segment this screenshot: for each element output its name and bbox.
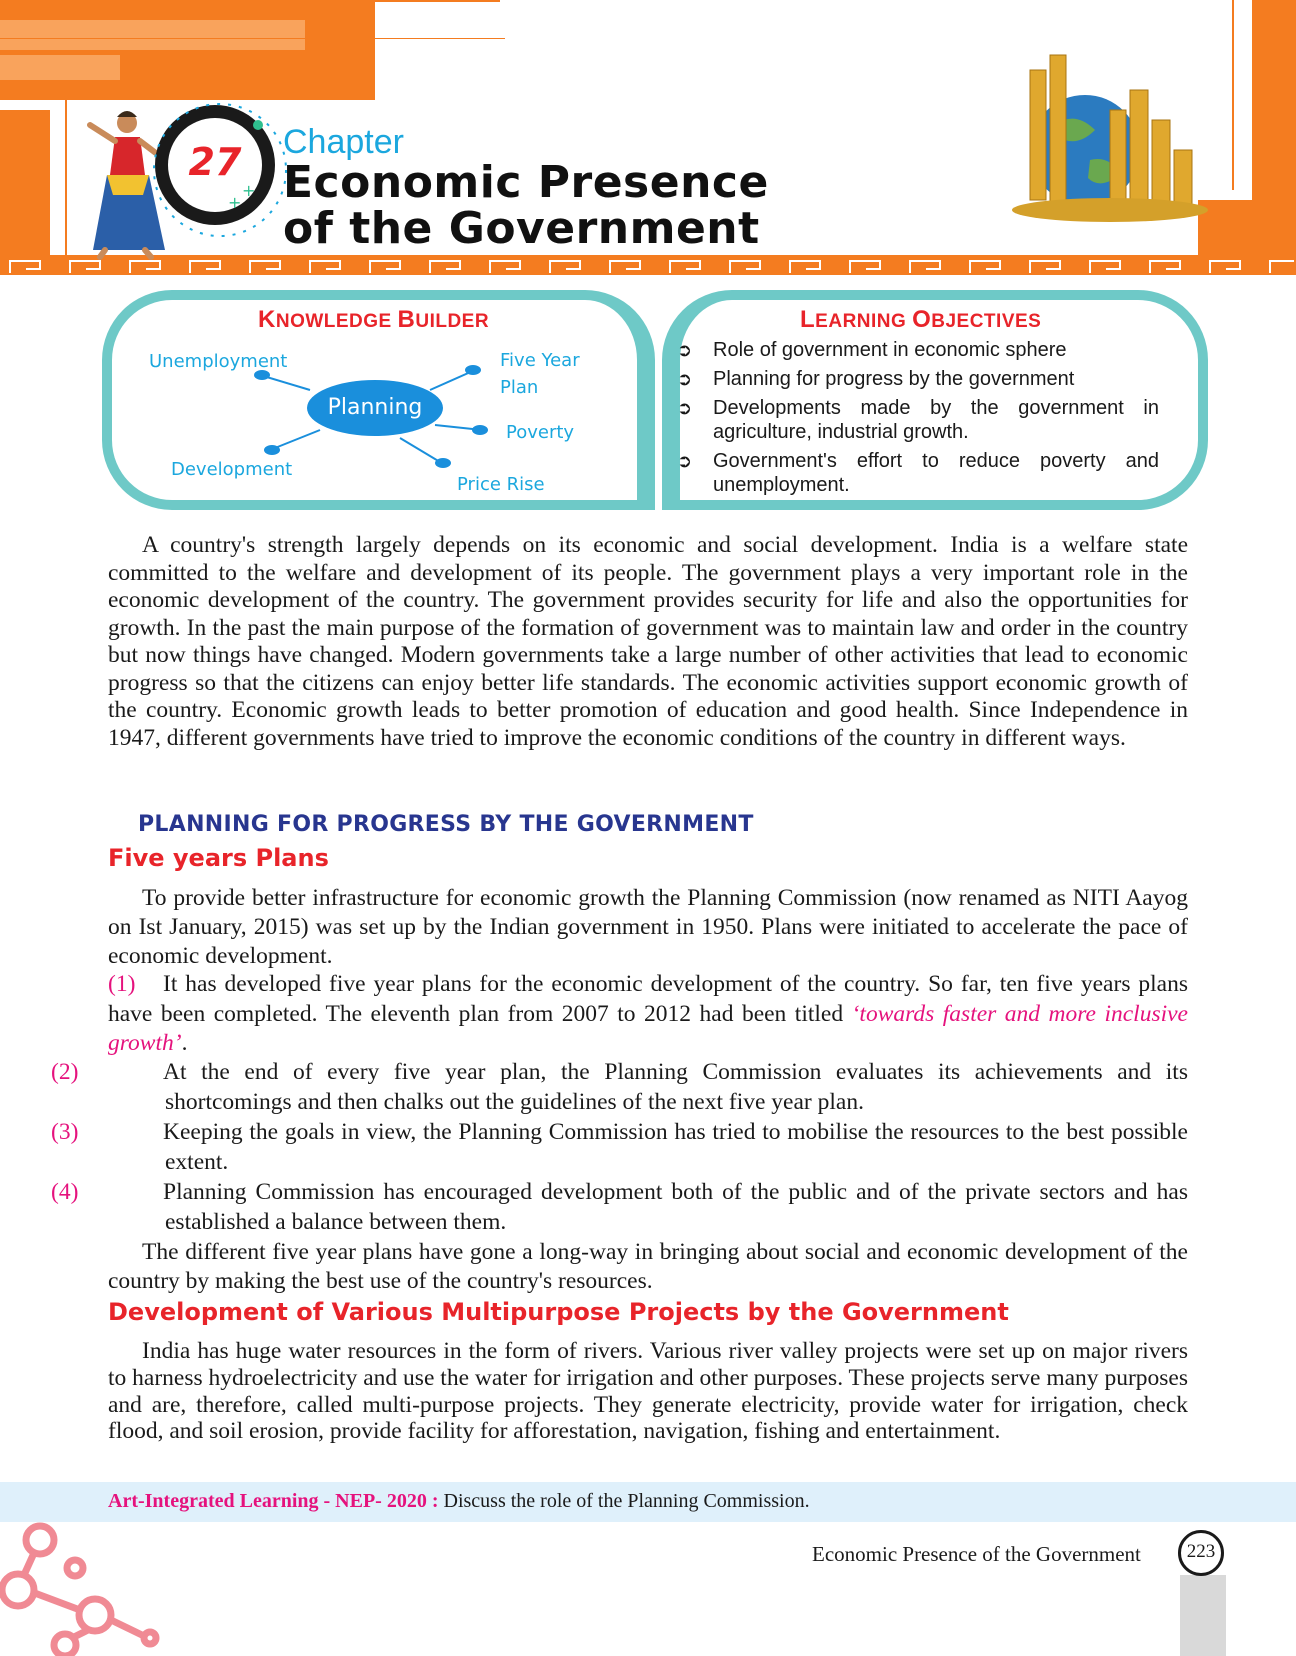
footer-grey-strip bbox=[1180, 1575, 1226, 1656]
point-3: (3) Keeping the goals in view, the Planning Commission has tried to mobilise the resources to the best possible extent. bbox=[51, 1119, 1188, 1175]
art-integrated-label: Art-Integrated Learning - NEP- 2020 : bbox=[108, 1490, 439, 1512]
mindmap-node-five-year-plan-line2: Plan bbox=[500, 377, 539, 398]
objective-item: ➲ Government's effort to reduce poverty and unemployment. bbox=[677, 450, 1159, 496]
intro-paragraph: A country's strength largely depends on its economic and social development. India is a welfare state committed to the welfare and development of its people. The government plays a very important role in the economic development of the country. The government provides security for life and also the opportunities for growth. In the past the main purpose of the formation of government was to maintain law and order in the country but now things have changed. Modern governments take a large number of other activities that lead to economic progress so that the citizens can enjoy better life standards. The economic activities support economic growth of the country. Economic growth leads to better promotion of education and good health. Since Independence in 1947, different governments have tried to improve the economic conditions of the country in different ways. bbox=[108, 532, 1188, 751]
mindmap-center-planning: Planning bbox=[307, 380, 443, 436]
mindmap-node-unemployment: Unemployment bbox=[149, 351, 288, 372]
objective-item: ➲ Developments made by the government in agriculture, industrial growth. bbox=[677, 397, 1159, 443]
point-number: (2) bbox=[51, 1059, 79, 1085]
projects-paragraph: India has huge water resources in the form of rivers. Various river valley projects were set up on major rivers to harness hydroelectricity and use the water for irrigation and other purposes. These projects serve many purposes and are, therefore, called multi-purpose projects. They generate electricity, provide water for irrigation, check flood, and soil erosion, provide facility for afforestation, navigation, fishing and entertainment. bbox=[108, 1338, 1188, 1445]
chapter-title-line-1: Economic Presence bbox=[283, 157, 769, 208]
plan-title-quote: ‘towards faster and more inclusive growth’ bbox=[108, 1000, 1188, 1056]
point-2: (2) At the end of every five year plan, the Planning Commission evaluates its achievements and its shortcomings and then chalks out the guidelines of the next five year plan. bbox=[51, 1059, 1188, 1115]
mindmap-node-five-year-plan-line1: Five Year bbox=[500, 350, 580, 371]
running-footer-title: Economic Presence of the Government bbox=[812, 1542, 1141, 1566]
molecule-decoration bbox=[0, 1520, 170, 1656]
chapter-label: Chapter bbox=[283, 123, 404, 161]
chapter-title bbox=[283, 157, 769, 254]
point-1: (1) It has developed five year plans for the economic development of the country. So far, ten five years plans have been completed. The eleventh plan from 2007 to 2012 had been titled ‘towards faster and more inclusive growth’. bbox=[108, 971, 1188, 1056]
point-number: (4) bbox=[51, 1179, 79, 1205]
point-number: (3) bbox=[51, 1119, 79, 1145]
svg-text:+: + bbox=[242, 181, 256, 200]
five-year-paragraph: To provide better infrastructure for economic growth the Planning Commission (now renamed as NITI Aayog on Ist January, 2015) was set up by the Indian government in 1950. Plans were initiated to accelerate the pace of economic development. bbox=[108, 885, 1188, 969]
point-4: (4) Planning Commission has encouraged development both of the public and of the private sectors and has established a balance between them. bbox=[51, 1179, 1188, 1235]
learning-objectives-title: LEARNING OBJECTIVES bbox=[800, 306, 1042, 333]
objective-item: ➲ Planning for progress by the government bbox=[677, 368, 1075, 390]
chapter-number: 27 bbox=[188, 140, 242, 184]
chapter-title-line-2: of the Government bbox=[283, 203, 760, 254]
arrow-bullet-icon: ➲ bbox=[677, 451, 693, 471]
arrow-bullet-icon: ➲ bbox=[677, 340, 693, 360]
section-heading-planning: PLANNING FOR PROGRESS BY THE GOVERNMENT bbox=[138, 812, 754, 837]
page-number: 223 bbox=[1178, 1530, 1224, 1576]
point-number: (1) bbox=[108, 971, 136, 997]
mindmap-node-development: Development bbox=[171, 459, 293, 480]
subheading-multipurpose-projects: Development of Various Multipurpose Projects by the Government bbox=[108, 1298, 1009, 1326]
mindmap-node-poverty: Poverty bbox=[506, 422, 575, 443]
objective-item: ➲ Role of government in economic sphere bbox=[677, 339, 1067, 361]
subheading-five-year-plans: Five years Plans bbox=[108, 844, 329, 872]
learning-objectives-list bbox=[677, 338, 1159, 502]
arrow-bullet-icon: ➲ bbox=[677, 369, 693, 389]
greek-key-border bbox=[0, 255, 1296, 275]
arrow-bullet-icon: ➲ bbox=[677, 398, 693, 418]
art-integrated-text: Discuss the role of the Planning Commission. bbox=[443, 1490, 810, 1512]
svg-text:+: + bbox=[228, 193, 242, 212]
five-year-conclusion: The different five year plans have gone a long-way in bringing about social and economic development of the country by making the best use of the country's resources. bbox=[108, 1239, 1188, 1294]
mindmap-node-price-rise: Price Rise bbox=[457, 474, 545, 495]
knowledge-builder-title: KNOWLEDGE BUILDER bbox=[258, 306, 490, 333]
globe-coins-illustration bbox=[1010, 50, 1210, 225]
art-integrated-note bbox=[108, 1490, 810, 1513]
